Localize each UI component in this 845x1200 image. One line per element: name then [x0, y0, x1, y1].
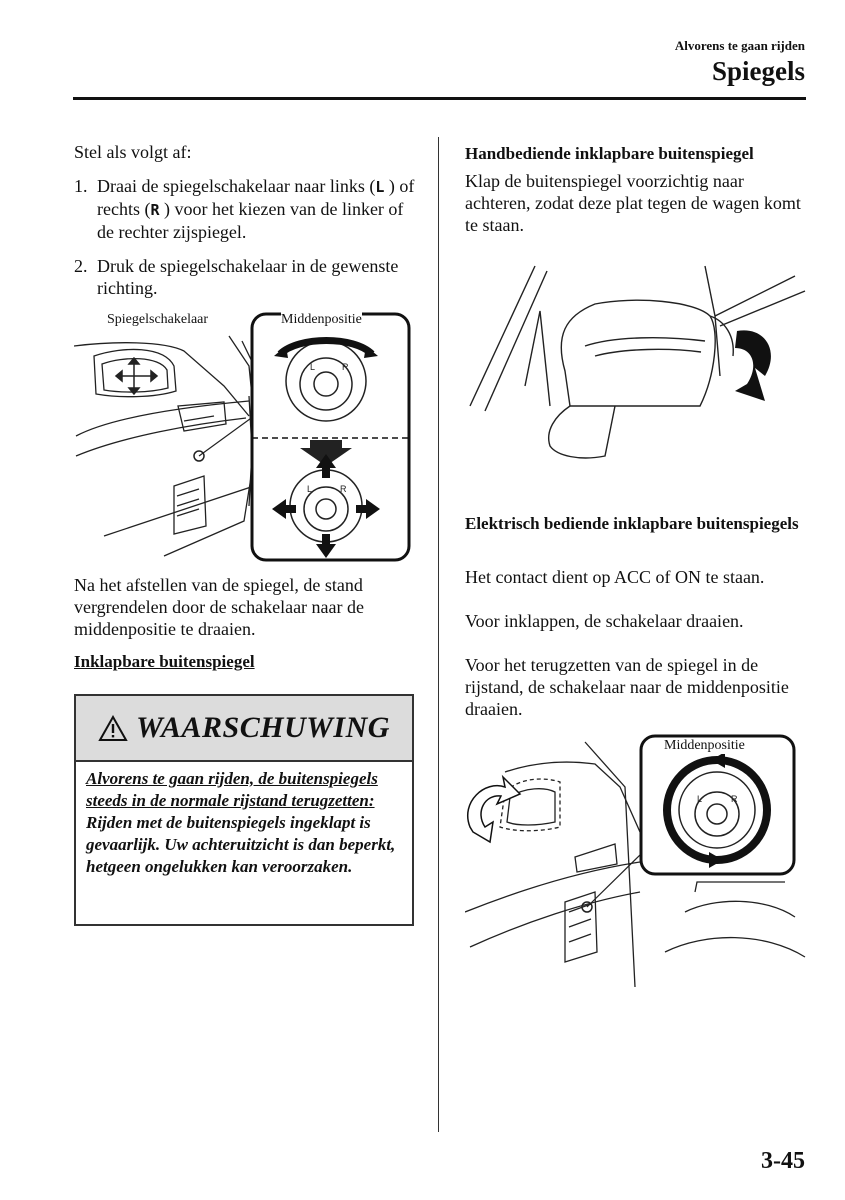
page-number: 3-45 [761, 1148, 805, 1174]
electric-para-3: Voor het terugzetten van de spiegel in de rijstand, de schakelaar naar de middenpositie draaien. [465, 655, 789, 719]
after-adjust-text: Na het afstellen van de spiegel, de stand vergrendelen door de schakelaar naar de middenpositie te draaien. [74, 575, 365, 639]
step-text: ) voor het kiezen van de linker of de rechter zijspiegel. [97, 199, 404, 242]
warning-text: Rijden met de buitenspiegels ingeklapt is gevaarlijk. Uw achteruitzicht is dan beperkt, hetgeen ongelukken kan veroorzaken. [86, 813, 396, 876]
door-illustration [74, 306, 414, 564]
center-position-label: Middenpositie [664, 738, 745, 753]
electric-switch-illustration [465, 732, 810, 987]
page-title: Spiegels [711, 56, 805, 86]
intro-text: Stel als volgt af: [74, 142, 192, 162]
switch-label: Spiegelschakelaar [107, 312, 209, 327]
steps-list [74, 175, 424, 311]
dial-r-label: R [340, 484, 347, 494]
dial-l-label: L [307, 484, 313, 494]
folding-heading: Inklapbare buitenspiegel [74, 652, 255, 671]
left-key-icon: L [375, 178, 385, 196]
header-rule [73, 97, 806, 100]
electric-fold-figure [465, 732, 810, 987]
dial-r-label: R [731, 794, 738, 804]
step-text: Druk de spiegelschakelaar in de gewenste richting. [97, 256, 399, 298]
manual-heading: Handbediende inklapbare buitenspiegel [465, 144, 754, 163]
electric-para-2: Voor inklappen, de schakelaar draaien. [465, 611, 744, 631]
section-kicker: Alvorens te gaan rijden [674, 38, 805, 53]
electric-para-1: Het contact dient op ACC of ON te staan. [465, 567, 765, 587]
warning-body [76, 762, 412, 884]
dial-l-label: L [310, 362, 316, 372]
step-number: 1. [74, 176, 88, 196]
warning-underlined-text: Alvorens te gaan rijden, de buitenspiegels steeds in de normale rijstand terugzetten: [86, 769, 378, 810]
dial-r-label: R [342, 362, 349, 372]
step-number: 2. [74, 256, 88, 276]
step-2 [74, 255, 424, 299]
dial-l-label: L [697, 794, 703, 804]
electric-heading: Elektrisch bediende inklapbare buitenspiegels [465, 514, 799, 533]
mirror-fold-illustration [465, 256, 810, 468]
step-1 [74, 175, 424, 243]
manual-fold-figure [465, 256, 810, 468]
warning-triangle-icon [98, 715, 128, 742]
mirror-switch-figure [74, 306, 414, 564]
step-text: Draai de spiegelschakelaar naar links ( [97, 176, 376, 196]
center-position-label: Middenpositie [281, 312, 362, 327]
warning-title: WAARSCHUWING [136, 711, 390, 744]
column-divider [438, 137, 439, 1132]
step-text: ) of rechts ( [97, 176, 415, 219]
warning-box [74, 694, 414, 926]
right-key-icon: R [150, 201, 160, 219]
warning-header [76, 696, 412, 762]
manual-text: Klap de buitenspiegel voorzichtig naar achteren, zodat deze plat tegen de wagen komt te staan. [465, 171, 801, 235]
